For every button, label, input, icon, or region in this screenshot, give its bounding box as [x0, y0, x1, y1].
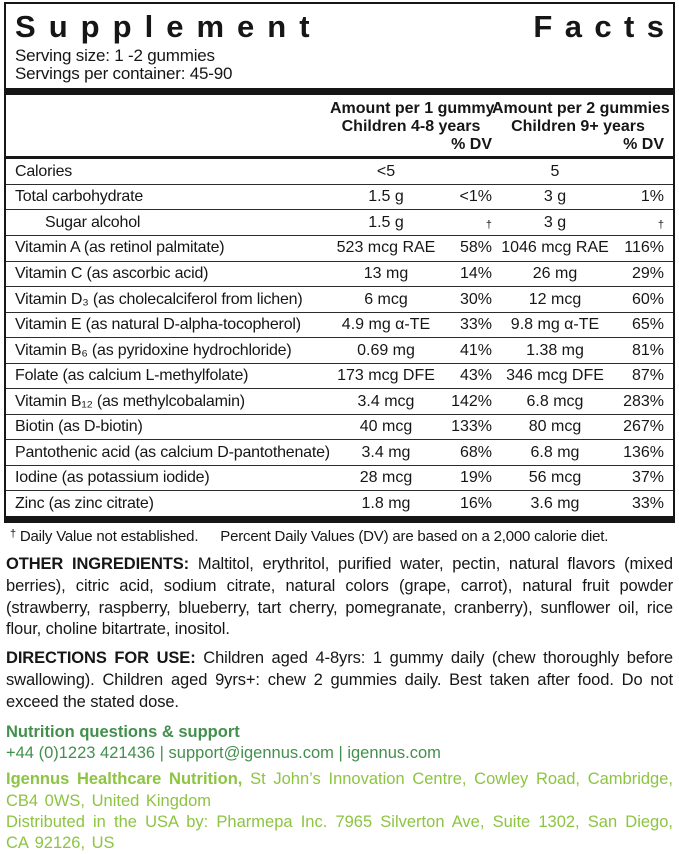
- dv-per-2-gummies: 81%: [631, 341, 664, 359]
- dv-per-1-gummy: 30%: [459, 290, 492, 308]
- supplement-facts-panel: [4, 2, 675, 523]
- table-row: [6, 363, 673, 389]
- table-row: [6, 261, 673, 287]
- amount-per-1-gummy: 0.69 mg: [357, 341, 415, 359]
- directions-label: DIRECTIONS FOR USE:: [6, 649, 196, 668]
- dv-per-1-gummy: 33%: [459, 316, 492, 334]
- footnote-right: Percent Daily Values (DV) are based on a 2,000 calorie diet.: [220, 527, 609, 545]
- other-ingredients-text: Maltitol, erythritol, purified water, pectin, natural flavors (mixed berries), citric acid, sodium citrate, natural colors (grape, carrot), natural fruit powder (strawberry, raspberry, blueberry, tart cherry, pomegranate, cranberry), sunflower oil, rice flour, choline bitartrate, inositol.: [6, 554, 673, 639]
- amount-per-1-gummy: 6 mcg: [364, 290, 408, 308]
- amount-per-1-gummy: 40 mcg: [359, 418, 413, 436]
- header-age-2: Children 9+ years: [511, 117, 645, 135]
- header-dv-2: % DV: [623, 135, 664, 153]
- thick-divider-bar: [6, 88, 673, 95]
- table-row: [6, 159, 673, 184]
- dv-per-2-gummies: 116%: [624, 239, 664, 257]
- dv-per-2-gummies: †: [657, 219, 664, 232]
- panel-title: [6, 4, 677, 47]
- amount-per-2-gummies: 12 mcg: [528, 290, 582, 308]
- serving-size-line: Serving size: 1 -2 gummies: [15, 46, 215, 65]
- table-row: [6, 439, 673, 465]
- amount-per-1-gummy: 4.9 mg α-TE: [341, 316, 431, 334]
- header-amount-2: Amount per 2 gummies: [492, 99, 670, 117]
- amount-per-1-gummy: 3.4 mg: [361, 443, 411, 461]
- nutrient-name: Vitamin B₁₂ (as methylcobalamin): [15, 392, 245, 410]
- table-row: [6, 465, 673, 491]
- amount-per-2-gummies: 346 mcg DFE: [506, 367, 604, 385]
- table-row: [6, 414, 673, 440]
- amount-per-2-gummies: 80 mcg: [528, 418, 582, 436]
- support-contact-line: +44 (0)1223 421436 | support@igennus.com | igennus.com: [6, 743, 441, 762]
- nutrient-name: Zinc (as zinc citrate): [15, 494, 154, 512]
- table-row: [6, 184, 673, 210]
- dv-per-2-gummies: 136%: [623, 443, 664, 461]
- nutrient-name: Iodine (as potassium iodide): [15, 469, 210, 487]
- table-row: [6, 286, 673, 312]
- header-group-2-gummies: [492, 99, 670, 154]
- dv-footnote: [4, 523, 675, 547]
- directions-text: Children aged 4-8yrs: 1 gummy daily (chew thoroughly before swallowing). Children aged 9yrs+: chew 2 gummies daily. Best taken after food. Do not exceed the stated dose.: [6, 649, 673, 712]
- table-row: [6, 235, 673, 261]
- nutrient-name: Vitamin B₆ (as pyridoxine hydrochloride): [15, 341, 292, 359]
- other-ingredients-paragraph: [4, 554, 675, 642]
- amount-per-2-gummies: 1046 mcg RAE: [501, 239, 609, 257]
- dv-per-1-gummy: 16%: [459, 494, 492, 512]
- dv-per-2-gummies: 33%: [631, 494, 664, 512]
- amount-per-1-gummy: 523 mcg RAE: [336, 239, 436, 257]
- dv-per-2-gummies: 267%: [623, 418, 664, 436]
- dv-per-1-gummy: 58%: [459, 239, 492, 257]
- dv-per-1-gummy: 133%: [451, 418, 492, 436]
- amount-per-1-gummy: <5: [376, 162, 396, 180]
- amount-per-1-gummy: 173 mcg DFE: [337, 367, 435, 385]
- amount-per-1-gummy: 28 mcg: [359, 469, 413, 487]
- dagger-symbol: †: [10, 527, 16, 540]
- amount-per-1-gummy: 1.5 g: [368, 188, 404, 206]
- amount-per-2-gummies: 26 mg: [532, 265, 578, 282]
- amount-per-2-gummies: 9.8 mg α-TE: [510, 316, 600, 334]
- amount-per-1-gummy: 1.8 mg: [361, 494, 411, 512]
- table-row: [6, 388, 673, 414]
- company-name: Igennus Healthcare Nutrition,: [6, 770, 243, 789]
- dv-per-1-gummy: 19%: [459, 469, 492, 487]
- table-row: [6, 337, 673, 363]
- dv-per-1-gummy: 14%: [459, 265, 492, 282]
- dv-per-2-gummies: 1%: [640, 188, 664, 206]
- nutrient-name: Vitamin D₃ (as cholecalciferol from lichen): [15, 290, 303, 308]
- footnote-left: Daily Value not established.: [19, 527, 199, 545]
- amount-per-2-gummies: 1.38 mg: [526, 341, 584, 359]
- dv-per-1-gummy: <1%: [459, 188, 492, 206]
- table-body: [6, 159, 673, 515]
- amount-per-2-gummies: 6.8 mg: [530, 443, 580, 461]
- amount-per-1-gummy: 1.5 g: [368, 213, 404, 231]
- amount-per-2-gummies: 5: [550, 162, 560, 180]
- amount-per-2-gummies: 6.8 mcg: [526, 392, 584, 410]
- nutrient-name: Vitamin A (as retinol palmitate): [15, 239, 225, 257]
- table-row: [6, 209, 673, 235]
- amount-per-1-gummy: 3.4 mcg: [357, 392, 415, 410]
- amount-per-2-gummies: 56 mcg: [528, 469, 582, 487]
- nutrient-name: Folate (as calcium L-methylfolate): [15, 367, 249, 385]
- table-row: [6, 490, 673, 516]
- servings-per-container-line: Servings per container: 45-90: [15, 64, 233, 84]
- company-block: [4, 769, 675, 853]
- other-ingredients-label: OTHER INGREDIENTS:: [6, 554, 190, 573]
- dv-per-2-gummies: 65%: [631, 316, 664, 334]
- nutrient-name: Biotin (as D-biotin): [15, 418, 143, 436]
- nutrient-name: Vitamin C (as ascorbic acid): [15, 265, 209, 282]
- company-address: St John’s Innovation Centre, Cowley Road, Cambridge, CB4 0WS, United Kingdom: [6, 770, 673, 810]
- support-block: [4, 722, 675, 763]
- dv-per-1-gummy: †: [485, 219, 492, 232]
- nutrient-name: Vitamin E (as natural D-alpha-tocopherol): [15, 316, 301, 334]
- amount-per-2-gummies: 3 g: [543, 213, 567, 231]
- nutrient-name: Total carbohydrate: [15, 188, 144, 206]
- directions-paragraph: [4, 648, 675, 714]
- distributor-line: Distributed in the USA by: Pharmepa Inc. 7965 Silverton Ave, Suite 1302, San Diego, CA 92126, US: [6, 812, 673, 852]
- header-amount-1: Amount per 1 gummy: [330, 99, 495, 117]
- dv-per-2-gummies: 87%: [631, 367, 664, 385]
- dv-per-2-gummies: 283%: [623, 392, 664, 410]
- nutrient-name: Calories: [15, 162, 73, 180]
- header-dv-1: % DV: [451, 135, 492, 153]
- dv-per-1-gummy: 41%: [459, 341, 492, 359]
- table-bottom-double-rule: [6, 516, 673, 521]
- table-header: [6, 95, 673, 157]
- table-row: [6, 312, 673, 338]
- dv-per-2-gummies: 29%: [631, 265, 664, 282]
- header-group-1-gummy: [330, 99, 495, 154]
- amount-per-2-gummies: 3 g: [543, 188, 567, 206]
- dv-per-2-gummies: 60%: [631, 290, 664, 308]
- dv-per-1-gummy: 68%: [459, 443, 492, 461]
- title-word-supplement: Supplement: [15, 9, 323, 44]
- amount-per-2-gummies: 3.6 mg: [530, 494, 580, 512]
- support-heading: Nutrition questions & support: [6, 723, 240, 742]
- nutrient-name: Pantothenic acid (as calcium D-pantothenate): [15, 443, 330, 461]
- title-word-facts: Facts: [533, 9, 677, 44]
- amount-per-1-gummy: 13 mg: [363, 265, 409, 282]
- company-address-line: [6, 769, 673, 811]
- header-age-1: Children 4-8 years: [341, 117, 481, 135]
- nutrient-name: Sugar alcohol: [45, 213, 141, 231]
- dv-per-1-gummy: 142%: [451, 392, 492, 410]
- dv-per-2-gummies: 37%: [631, 469, 664, 487]
- dv-per-1-gummy: 43%: [459, 367, 492, 385]
